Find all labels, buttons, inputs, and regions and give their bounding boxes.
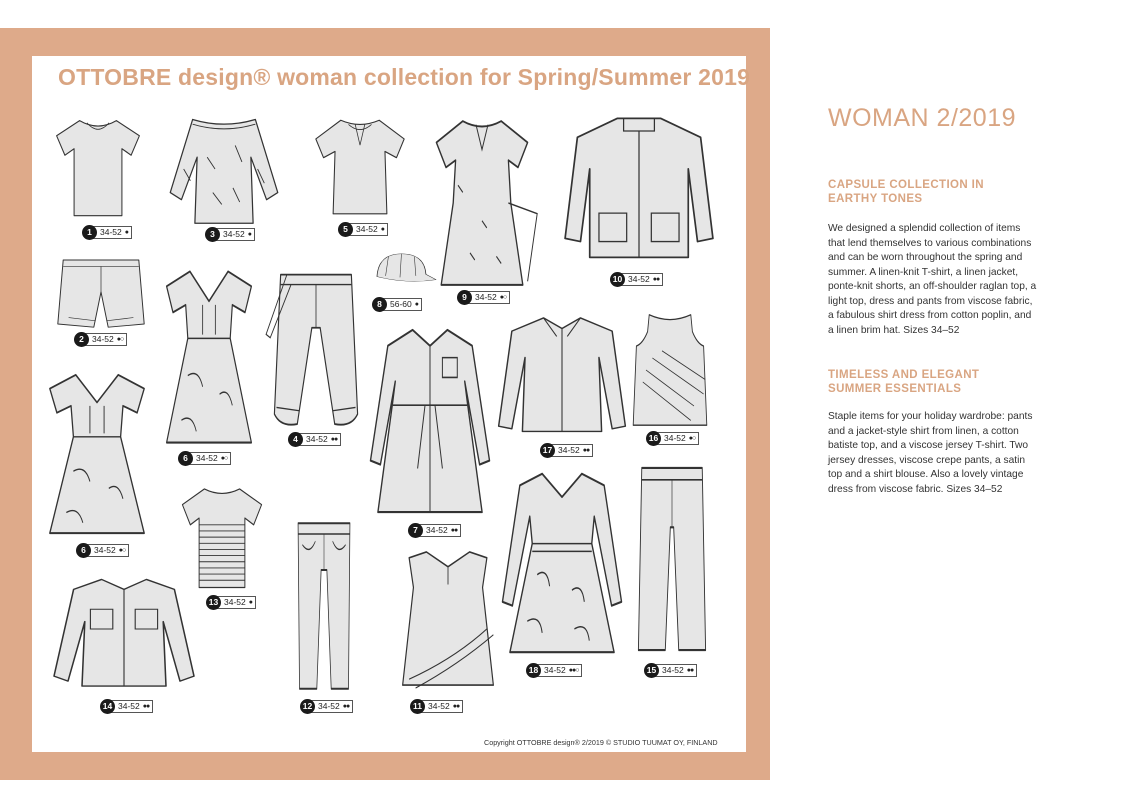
item-size-box: [466, 291, 510, 304]
section-2-body: Staple items for your holiday wardrobe: pants and a jacket-style shirt from linen, a cotton batiste top, and a viscose jersey T-shirt. Two jersey dresses, viscose crepe pants, a satin top and a shirt blouse. Also a lovely vintage dress from viscose fabric. Sizes 34–52: [828, 411, 1033, 495]
item-size-box: [619, 273, 663, 286]
item-sizes: 34-52: [662, 664, 684, 675]
item-difficulty-dots: ●●: [452, 702, 460, 710]
brim-hat-icon: [364, 250, 436, 288]
shorts-icon: [56, 252, 146, 332]
item-sizes: 34-52: [94, 544, 116, 555]
item-difficulty-dots: ●○: [499, 293, 507, 301]
garment-18: [500, 466, 624, 660]
item-sizes: 34-52: [224, 596, 246, 607]
item-difficulty-dots: ●●: [652, 275, 660, 283]
vintage-dress-icon: [500, 466, 624, 660]
item-sizes: 34-52: [118, 700, 140, 711]
garment-12: [288, 516, 360, 696]
item-sizes: 34-52: [664, 432, 686, 443]
item-difficulty-dots: ●●: [686, 666, 694, 674]
sleeveless-top-icon: [630, 310, 710, 430]
item-label-3: [205, 227, 255, 241]
wide-pants-icon: [630, 460, 714, 658]
item-difficulty-dots: ●●: [330, 435, 338, 443]
item-label-1: [82, 225, 132, 239]
section-2-heading: [828, 368, 1048, 396]
item-size-box: [215, 596, 256, 609]
item-number: 17: [540, 443, 555, 458]
vneck-dress-icon: [38, 368, 156, 540]
garment-16: [630, 310, 710, 430]
item-sizes: 34-52: [92, 333, 114, 344]
garment-9: [422, 114, 542, 292]
item-number: 15: [644, 663, 659, 678]
item-difficulty-dots: ●●○: [568, 666, 579, 674]
light-top-icon: [312, 114, 408, 218]
item-label-6a: [178, 451, 231, 465]
item-size-box: [655, 432, 699, 445]
item-size-box: [417, 524, 461, 537]
section-1-heading-line2: EARTHY TONES: [828, 193, 923, 205]
item-difficulty-dots: ●●: [142, 702, 150, 710]
item-sizes: 34-52: [223, 228, 245, 239]
item-label-4: [288, 432, 341, 446]
item-number: 4: [288, 432, 303, 447]
section-1-heading-line1: CAPSULE COLLECTION IN: [828, 179, 984, 191]
item-sizes: 34-52: [544, 664, 566, 675]
garment-1: [52, 112, 144, 220]
item-number: 10: [610, 272, 625, 287]
item-number: 3: [205, 227, 220, 242]
item-difficulty-dots: ●●: [342, 702, 350, 710]
item-sizes: 34-52: [628, 273, 650, 284]
collection-title: OTTOBRE design® woman collection for Spring/Summer 2019: [58, 64, 751, 90]
item-sizes: 34-52: [100, 226, 122, 237]
item-size-box: [91, 226, 132, 239]
garment-6a: [156, 264, 262, 450]
item-size-box: [535, 664, 582, 677]
item-difficulty-dots: ●○: [688, 434, 696, 442]
item-size-box: [214, 228, 255, 241]
item-label-7: [408, 523, 461, 537]
item-label-10: [610, 272, 663, 286]
item-size-box: [347, 223, 388, 236]
item-size-box: [109, 700, 153, 713]
item-label-2: [74, 332, 127, 346]
item-difficulty-dots: ●○: [220, 454, 228, 462]
item-label-12: [300, 699, 353, 713]
section-2-heading-line2: SUMMER ESSENTIALS: [828, 383, 962, 395]
item-difficulty-dots: ●: [380, 225, 384, 233]
item-sizes: 34-52: [318, 700, 340, 711]
item-label-14: [100, 699, 153, 713]
tshirt-dress-icon: [422, 114, 542, 292]
tshirt-icon: [52, 112, 144, 220]
section-1-body: We designed a splendid collection of items that lend themselves to various combinations and can be worn throughout the spring and summer. A linen-knit T-shirt, a linen jacket, ponte-knit shorts, an off-shoulder raglan top, a light top, dress and pants from viscose fabric, a fabulous shirt dress from cotton poplin, and a linen brim hat. Sizes 34–52: [828, 223, 1037, 336]
item-difficulty-dots: ●○: [116, 335, 124, 343]
item-size-box: [549, 444, 593, 457]
item-sizes: 34-52: [475, 291, 497, 302]
item-size-box: [187, 452, 231, 465]
item-sizes: 34-52: [426, 524, 448, 535]
item-number: 9: [457, 290, 472, 305]
item-label-8: [372, 297, 422, 311]
item-sizes: 56-60: [390, 298, 412, 309]
vneck-dress-icon: [156, 264, 262, 450]
item-difficulty-dots: ●●: [450, 526, 458, 534]
item-difficulty-dots: ●: [414, 300, 418, 308]
item-label-17: [540, 443, 593, 457]
item-label-16: [646, 431, 699, 445]
shirt-dress-icon: [368, 322, 492, 520]
garment-4: [264, 268, 368, 434]
linen-shirt-jacket-icon: [54, 572, 194, 696]
item-number: 5: [338, 222, 353, 237]
item-label-18: [526, 663, 582, 677]
item-label-11: [410, 699, 463, 713]
item-label-5: [338, 222, 388, 236]
item-difficulty-dots: ●●: [582, 446, 590, 454]
item-sizes: 34-52: [306, 433, 328, 444]
garment-14: [54, 572, 194, 696]
item-number: 16: [646, 431, 661, 446]
garment-6b: [38, 368, 156, 540]
item-label-15: [644, 663, 697, 677]
item-size-box: [83, 333, 127, 346]
jacket-icon: [562, 112, 716, 270]
item-number: 12: [300, 699, 315, 714]
garment-2: [56, 252, 146, 332]
item-size-box: [309, 700, 353, 713]
item-difficulty-dots: ●○: [118, 546, 126, 554]
item-number: 18: [526, 663, 541, 678]
item-size-box: [653, 664, 697, 677]
item-sizes: 34-52: [558, 444, 580, 455]
cuffed-pants-icon: [264, 268, 368, 434]
item-difficulty-dots: ●: [124, 228, 128, 236]
garment-3: [168, 110, 280, 228]
copyright-text: Copyright OTTOBRE design® 2/2019 © STUDIO TUUMAT OY, FINLAND: [484, 738, 718, 747]
item-label-13: [206, 595, 256, 609]
item-difficulty-dots: ●: [248, 598, 252, 606]
item-number: 11: [410, 699, 425, 714]
ruffle-dress-icon: [394, 546, 502, 694]
item-sizes: 34-52: [356, 223, 378, 234]
item-difficulty-dots: ●: [247, 230, 251, 238]
item-number: 14: [100, 699, 115, 714]
item-label-6b: [76, 543, 129, 557]
garment-11: [394, 546, 502, 694]
item-size-box: [381, 298, 422, 311]
item-label-9: [457, 290, 510, 304]
garment-15: [630, 460, 714, 658]
item-sizes: 34-52: [428, 700, 450, 711]
item-number: 2: [74, 332, 89, 347]
garment-8: [364, 250, 436, 288]
garment-17: [496, 310, 628, 442]
item-size-box: [297, 433, 341, 446]
item-sizes: 34-52: [196, 452, 218, 463]
item-number: 6: [76, 543, 91, 558]
item-size-box: [419, 700, 463, 713]
issue-title: WOMAN 2/2019: [828, 104, 1017, 132]
garment-10: [562, 112, 716, 270]
garment-7: [368, 322, 492, 520]
shirt-blouse-icon: [496, 310, 628, 442]
item-number: 1: [82, 225, 97, 240]
item-number: 13: [206, 595, 221, 610]
garment-5: [312, 114, 408, 218]
raglan-top-icon: [168, 110, 280, 228]
item-size-box: [85, 544, 129, 557]
item-number: 7: [408, 523, 423, 538]
section-1-heading: [828, 178, 1048, 206]
item-number: 8: [372, 297, 387, 312]
section-2-heading-line1: TIMELESS AND ELEGANT: [828, 369, 980, 381]
slim-pants-icon: [288, 516, 360, 696]
item-number: 6: [178, 451, 193, 466]
